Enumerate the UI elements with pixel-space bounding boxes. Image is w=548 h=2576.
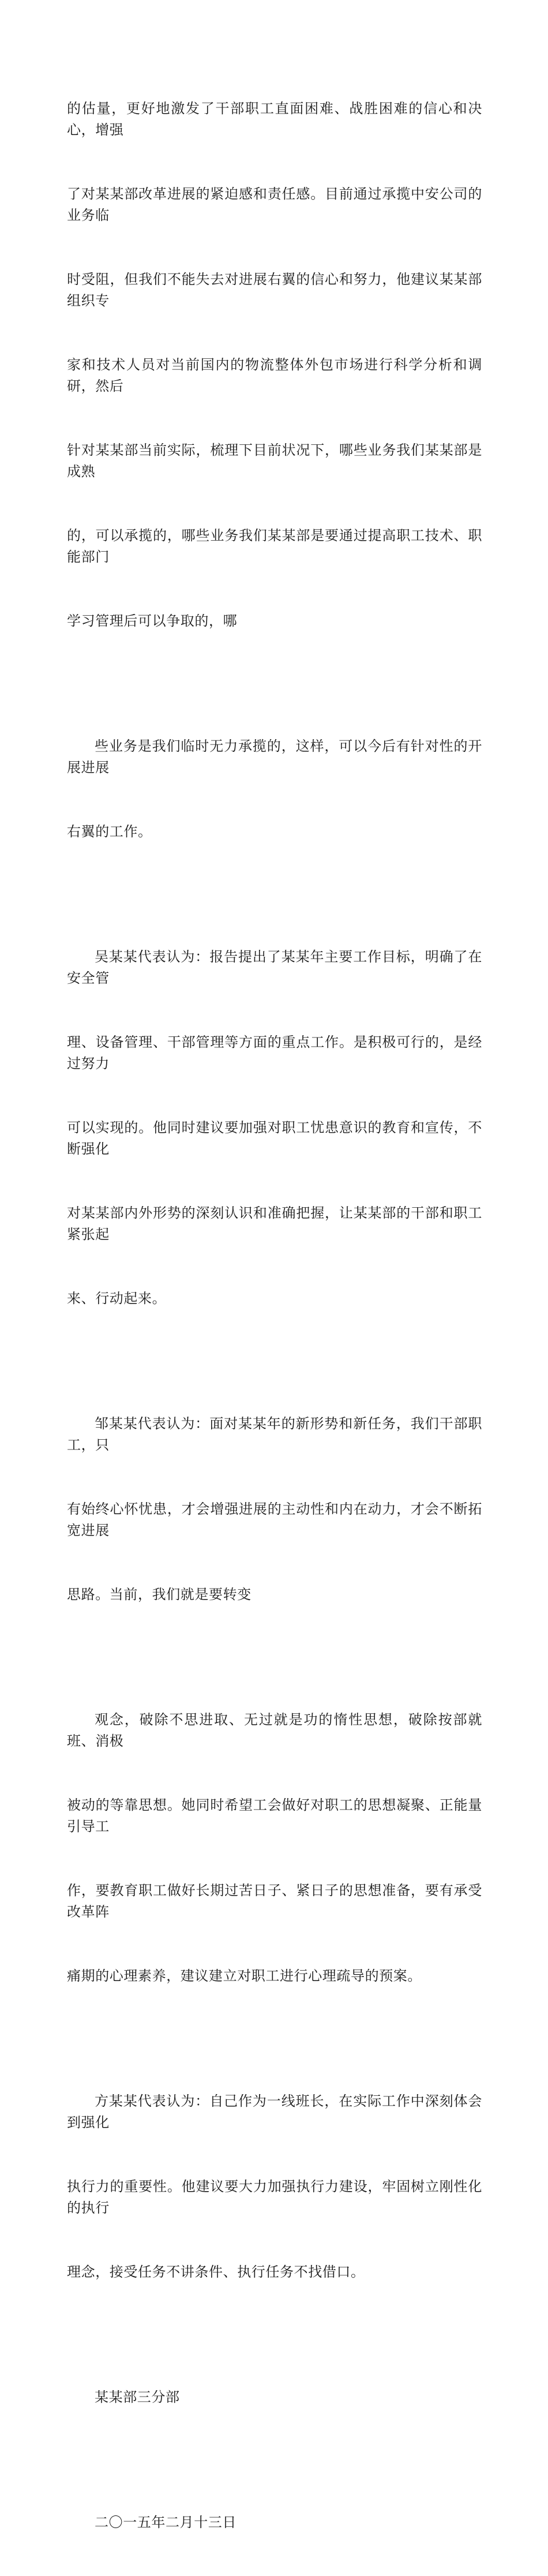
document-date: 二〇一五年二月十三日 <box>95 2514 237 2530</box>
signature-organization <box>67 2344 482 2451</box>
paragraph-1 <box>67 55 482 675</box>
text-line: 思路。当前，我们就是要转变 <box>67 1586 252 1602</box>
text-line: 家和技术人员对当前国内的物流整体外包市场进行科学分析和调研，然后 <box>67 357 482 394</box>
text-line: 来、行动起来。 <box>67 1290 167 1306</box>
signature-date <box>67 2469 482 2576</box>
organization-name: 某某部三分部 <box>95 2389 180 2405</box>
text-line: 吴某某代表认为：报告提出了某某年主要工作目标，明确了在安全管 <box>67 949 482 986</box>
text-line: 被动的等靠思想。她同时希望工会做好对职工的思想凝聚、正能量引导工 <box>67 1797 482 1834</box>
text-line: 右翼的工作。 <box>67 823 152 840</box>
text-line: 的，可以承揽的，哪些业务我们某某部是要通过提高职工技术、职能部门 <box>67 527 482 565</box>
paragraph-6 <box>67 2048 482 2326</box>
paragraph-4 <box>67 1371 482 1648</box>
text-line: 观念，破除不思进取、无过就是功的惰性思想，破除按部就班、消极 <box>67 1712 482 1749</box>
text-line: 学习管理后可以争取的，哪 <box>67 613 238 629</box>
document-page <box>67 55 482 2576</box>
text-line: 方某某代表认为：自己作为一线班长，在实际工作中深刻体会到强化 <box>67 2093 482 2131</box>
text-line: 可以实现的。他同时建议要加强对职工忧患意识的教育和宣传，不断强化 <box>67 1119 482 1157</box>
text-line: 理、设备管理、干部管理等方面的重点工作。是积极可行的，是经过努力 <box>67 1034 482 1072</box>
text-line: 了对某某部改革进展的紧迫感和责任感。目前通过承揽中安公司的业务临 <box>67 186 482 223</box>
text-line: 的估量，更好地激发了干部职工直面困难、战胜困难的信心和决心，增强 <box>67 100 482 138</box>
text-line: 对某某部内外形势的深刻认识和准确把握，让某某部的干部和职工紧张起 <box>67 1205 482 1242</box>
text-line: 针对某某部当前实际，梳理下目前状况下，哪些业务我们某某部是成熟 <box>67 442 482 480</box>
text-line: 些业务是我们临时无力承揽的，这样，可以今后有针对性的开展进展 <box>67 738 482 776</box>
text-line: 痛期的心理素养，建议建立对职工进行心理疏导的预案。 <box>67 1968 422 1984</box>
text-line: 邹某某代表认为：面对某某年的新形势和新任务，我们干部职工，只 <box>67 1416 482 1453</box>
text-line: 理念，接受任务不讲条件、执行任务不找借口。 <box>67 2264 365 2280</box>
text-line: 时受阻，但我们不能失去对进展右翼的信心和努力，他建议某某部组织专 <box>67 271 482 309</box>
text-line: 作，要教育职工做好长期过苦日子、紧日子的思想准备，要有承受改革阵 <box>67 1882 482 1920</box>
text-line: 有始终心怀忧患，才会增强进展的主动性和内在动力，才会不断拓宽进展 <box>67 1501 482 1538</box>
paragraph-5 <box>67 1667 482 2030</box>
paragraph-3 <box>67 904 482 1352</box>
paragraph-2 <box>67 693 482 885</box>
text-line: 执行力的重要性。他建议要大力加强执行力建设，牢固树立刚性化的执行 <box>67 2178 482 2216</box>
